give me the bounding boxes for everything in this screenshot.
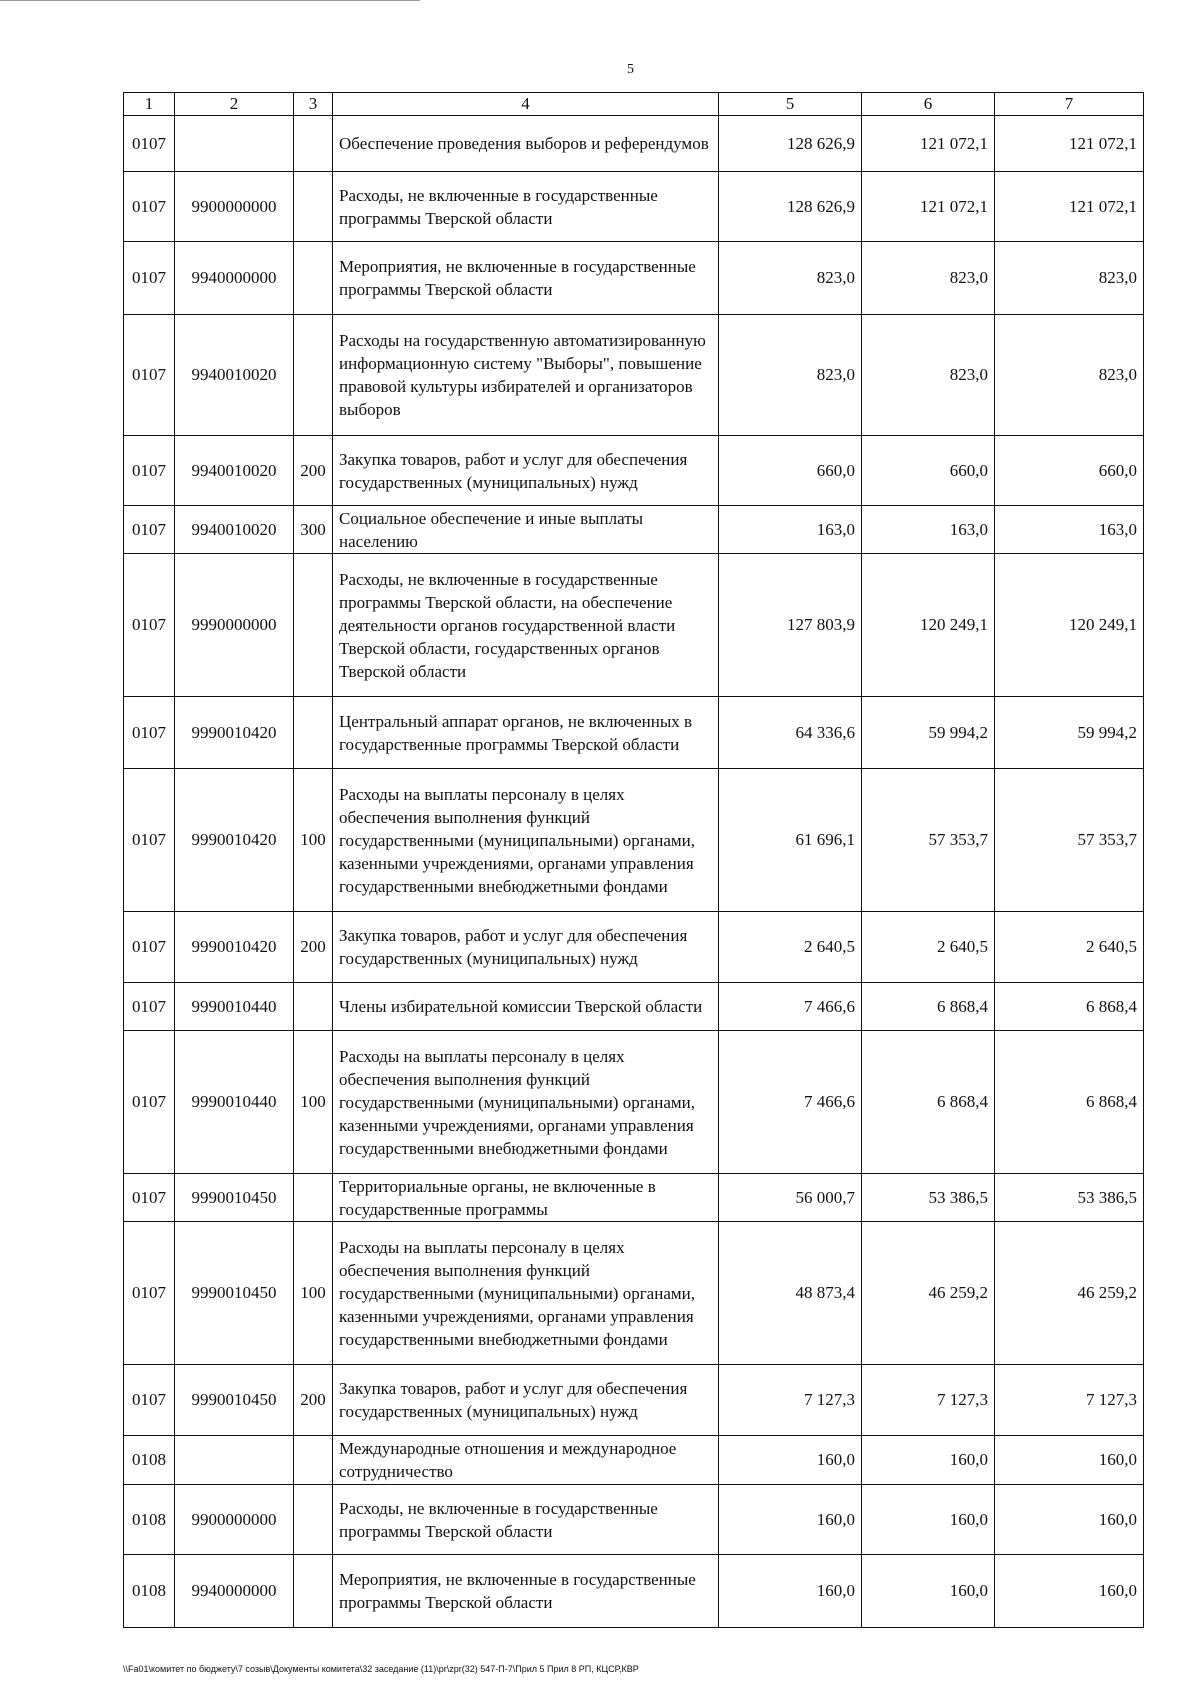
expense-type-code [294, 1555, 333, 1628]
expense-type-code [294, 1485, 333, 1555]
amount-col5: 160,0 [719, 1485, 862, 1555]
amount-col5: 7 466,6 [719, 983, 862, 1031]
amount-col5: 61 696,1 [719, 769, 862, 912]
target-code: 9900000000 [175, 172, 294, 242]
expense-name: Социальное обеспечение и иные выплаты населению [333, 506, 719, 554]
header-row [124, 93, 1144, 116]
amount-col5: 2 640,5 [719, 912, 862, 983]
section-code: 0107 [124, 506, 175, 554]
expense-type-code: 100 [294, 769, 333, 912]
column-header: 6 [862, 93, 995, 116]
expense-name: Закупка товаров, работ и услуг для обеспечения государственных (муниципальных) нужд [333, 436, 719, 506]
amount-col7: 6 868,4 [995, 983, 1144, 1031]
amount-col6: 2 640,5 [862, 912, 995, 983]
amount-col7: 53 386,5 [995, 1174, 1144, 1222]
expense-name: Международные отношения и международное сотрудничество [333, 1436, 719, 1485]
target-code: 9990010450 [175, 1365, 294, 1436]
expense-type-code [294, 172, 333, 242]
amount-col7: 59 994,2 [995, 697, 1144, 769]
target-code: 9990010450 [175, 1174, 294, 1222]
amount-col5: 128 626,9 [719, 172, 862, 242]
amount-col5: 7 127,3 [719, 1365, 862, 1436]
target-code [175, 1436, 294, 1485]
amount-col6: 160,0 [862, 1436, 995, 1485]
section-code: 0107 [124, 697, 175, 769]
amount-col5: 7 466,6 [719, 1031, 862, 1174]
section-code: 0107 [124, 116, 175, 172]
expense-name: Мероприятия, не включенные в государственные программы Тверской области [333, 242, 719, 315]
amount-col5: 127 803,9 [719, 554, 862, 697]
table-row [124, 1555, 1144, 1628]
target-code: 9990010420 [175, 769, 294, 912]
amount-col6: 160,0 [862, 1555, 995, 1628]
target-code: 9990010420 [175, 912, 294, 983]
amount-col6: 120 249,1 [862, 554, 995, 697]
amount-col7: 2 640,5 [995, 912, 1144, 983]
column-header: 4 [333, 93, 719, 116]
column-header: 5 [719, 93, 862, 116]
expense-name: Расходы на выплаты персоналу в целях обеспечения выполнения функций государственными (муниципальными) органами, казенными учреждениями, органами управления государственными внебюджетными фондами [333, 1222, 719, 1365]
amount-col7: 660,0 [995, 436, 1144, 506]
table-row [124, 172, 1144, 242]
amount-col6: 7 127,3 [862, 1365, 995, 1436]
expense-name: Расходы, не включенные в государственные программы Тверской области, на обеспечение деятельности органов государственной власти Тверской области, государственных органов Тверской области [333, 554, 719, 697]
expense-name: Территориальные органы, не включенные в государственные программы [333, 1174, 719, 1222]
target-code: 9940010020 [175, 506, 294, 554]
section-code: 0108 [124, 1555, 175, 1628]
amount-col7: 46 259,2 [995, 1222, 1144, 1365]
expense-type-code: 100 [294, 1031, 333, 1174]
amount-col6: 57 353,7 [862, 769, 995, 912]
expense-name: Расходы на государственную автоматизированную информационную систему "Выборы", повышение правовой культуры избирателей и организаторов выборов [333, 315, 719, 436]
target-code: 9990010450 [175, 1222, 294, 1365]
section-code: 0108 [124, 1436, 175, 1485]
budget-table [123, 92, 1144, 1628]
table-row [124, 242, 1144, 315]
expense-type-code [294, 1436, 333, 1485]
amount-col5: 56 000,7 [719, 1174, 862, 1222]
expense-type-code: 200 [294, 912, 333, 983]
expense-name: Мероприятия, не включенные в государственные программы Тверской области [333, 1555, 719, 1628]
column-header: 2 [175, 93, 294, 116]
amount-col7: 823,0 [995, 242, 1144, 315]
table-row [124, 1174, 1144, 1222]
section-code: 0107 [124, 912, 175, 983]
amount-col5: 64 336,6 [719, 697, 862, 769]
amount-col5: 48 873,4 [719, 1222, 862, 1365]
expense-type-code [294, 983, 333, 1031]
table-row [124, 315, 1144, 436]
amount-col6: 121 072,1 [862, 116, 995, 172]
table-row [124, 506, 1144, 554]
amount-col5: 163,0 [719, 506, 862, 554]
section-code: 0107 [124, 1031, 175, 1174]
scan-artifact-line [0, 0, 420, 1]
expense-name: Обеспечение проведения выборов и референдумов [333, 116, 719, 172]
amount-col6: 823,0 [862, 242, 995, 315]
target-code: 9990010420 [175, 697, 294, 769]
table-row [124, 1031, 1144, 1174]
amount-col7: 160,0 [995, 1436, 1144, 1485]
section-code: 0107 [124, 554, 175, 697]
amount-col7: 823,0 [995, 315, 1144, 436]
amount-col7: 160,0 [995, 1555, 1144, 1628]
expense-name: Члены избирательной комиссии Тверской области [333, 983, 719, 1031]
amount-col7: 160,0 [995, 1485, 1144, 1555]
amount-col5: 823,0 [719, 242, 862, 315]
expense-type-code [294, 315, 333, 436]
target-code: 9990010440 [175, 1031, 294, 1174]
section-code: 0107 [124, 172, 175, 242]
table-row [124, 1485, 1144, 1555]
amount-col7: 120 249,1 [995, 554, 1144, 697]
target-code: 9940000000 [175, 1555, 294, 1628]
column-header: 3 [294, 93, 333, 116]
amount-col6: 163,0 [862, 506, 995, 554]
table-row [124, 554, 1144, 697]
target-code: 9940010020 [175, 436, 294, 506]
table-row [124, 116, 1144, 172]
amount-col5: 823,0 [719, 315, 862, 436]
file-path-footer: \\Fa01\комитет по бюджету\7 созыв\Документы комитета\32 заседание (11)\pr\zpr(32) 547-П-7\Прил 5 Прил 8 РП, КЦСР,КВР [123, 1664, 639, 1674]
section-code: 0107 [124, 315, 175, 436]
expense-type-code: 300 [294, 506, 333, 554]
expense-type-code [294, 116, 333, 172]
table-row [124, 1365, 1144, 1436]
amount-col6: 6 868,4 [862, 983, 995, 1031]
expense-name: Расходы на выплаты персоналу в целях обеспечения выполнения функций государственными (муниципальными) органами, казенными учреждениями, органами управления государственными внебюджетными фондами [333, 1031, 719, 1174]
target-code: 9940010020 [175, 315, 294, 436]
expense-name: Закупка товаров, работ и услуг для обеспечения государственных (муниципальных) нужд [333, 912, 719, 983]
section-code: 0107 [124, 242, 175, 315]
target-code [175, 116, 294, 172]
expense-type-code [294, 1174, 333, 1222]
amount-col7: 163,0 [995, 506, 1144, 554]
target-code: 9990010440 [175, 983, 294, 1031]
amount-col6: 121 072,1 [862, 172, 995, 242]
expense-name: Расходы, не включенные в государственные программы Тверской области [333, 172, 719, 242]
amount-col6: 660,0 [862, 436, 995, 506]
amount-col7: 57 353,7 [995, 769, 1144, 912]
table-row [124, 769, 1144, 912]
table-row [124, 912, 1144, 983]
target-code: 9990000000 [175, 554, 294, 697]
amount-col7: 7 127,3 [995, 1365, 1144, 1436]
expense-type-code: 200 [294, 1365, 333, 1436]
amount-col6: 6 868,4 [862, 1031, 995, 1174]
amount-col6: 160,0 [862, 1485, 995, 1555]
amount-col5: 660,0 [719, 436, 862, 506]
expense-name: Расходы на выплаты персоналу в целях обеспечения выполнения функций государственными (муниципальными) органами, казенными учреждениями, органами управления государственными внебюджетными фондами [333, 769, 719, 912]
expense-type-code [294, 242, 333, 315]
expense-name: Расходы, не включенные в государственные программы Тверской области [333, 1485, 719, 1555]
target-code: 9940000000 [175, 242, 294, 315]
expense-name: Центральный аппарат органов, не включенных в государственные программы Тверской области [333, 697, 719, 769]
section-code: 0107 [124, 1174, 175, 1222]
section-code: 0108 [124, 1485, 175, 1555]
section-code: 0107 [124, 983, 175, 1031]
expense-type-code: 100 [294, 1222, 333, 1365]
table-row [124, 983, 1144, 1031]
amount-col6: 46 259,2 [862, 1222, 995, 1365]
expense-type-code [294, 554, 333, 697]
table-row [124, 436, 1144, 506]
amount-col5: 160,0 [719, 1436, 862, 1485]
column-header: 7 [995, 93, 1144, 116]
amount-col5: 160,0 [719, 1555, 862, 1628]
amount-col7: 121 072,1 [995, 172, 1144, 242]
amount-col7: 121 072,1 [995, 116, 1144, 172]
section-code: 0107 [124, 436, 175, 506]
section-code: 0107 [124, 1222, 175, 1365]
table-row [124, 1222, 1144, 1365]
expense-name: Закупка товаров, работ и услуг для обеспечения государственных (муниципальных) нужд [333, 1365, 719, 1436]
expense-type-code [294, 697, 333, 769]
page-number: 5 [627, 62, 634, 77]
expense-type-code: 200 [294, 436, 333, 506]
column-header: 1 [124, 93, 175, 116]
table-row [124, 697, 1144, 769]
section-code: 0107 [124, 1365, 175, 1436]
section-code: 0107 [124, 769, 175, 912]
target-code: 9900000000 [175, 1485, 294, 1555]
amount-col6: 53 386,5 [862, 1174, 995, 1222]
amount-col7: 6 868,4 [995, 1031, 1144, 1174]
table-row [124, 1436, 1144, 1485]
amount-col6: 823,0 [862, 315, 995, 436]
amount-col5: 128 626,9 [719, 116, 862, 172]
amount-col6: 59 994,2 [862, 697, 995, 769]
